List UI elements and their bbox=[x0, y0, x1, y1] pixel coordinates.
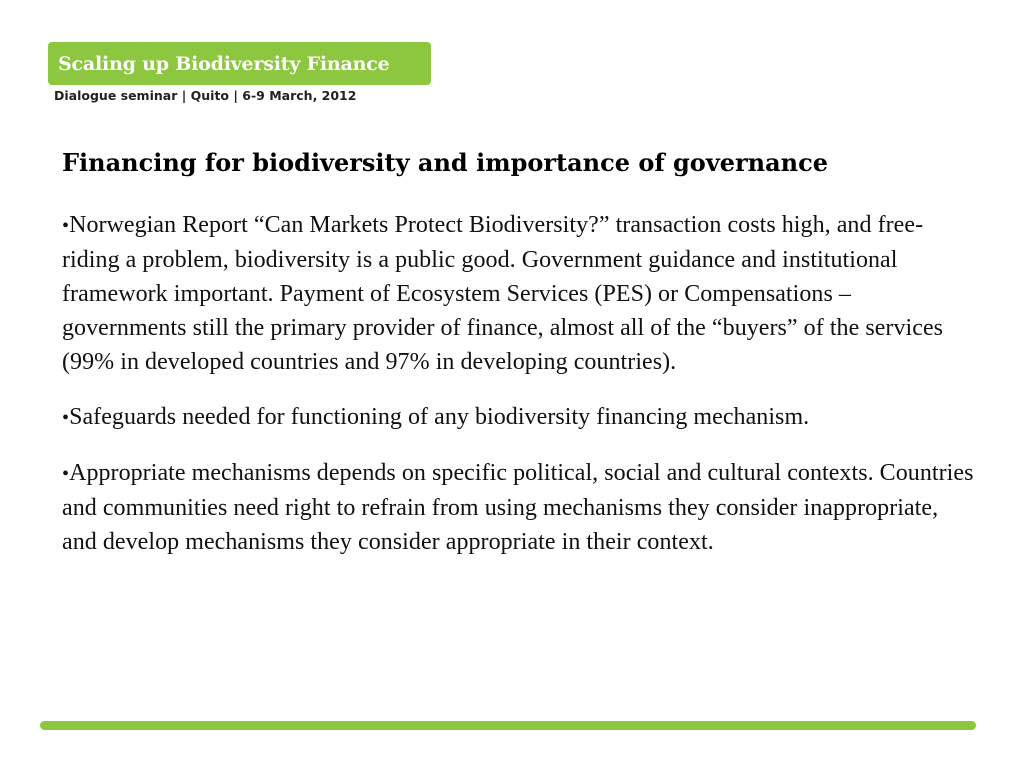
bullet-text: Safeguards needed for functioning of any biodiversity financing mechanism. bbox=[69, 404, 810, 430]
bullet-marker: • bbox=[62, 463, 70, 485]
header-subtitle: Dialogue seminar | Quito | 6-9 March, 2012 bbox=[54, 88, 357, 103]
slide-title: Financing for biodiversity and importance of governance bbox=[62, 148, 829, 177]
bullet-text: Norwegian Report “Can Markets Protect Biodiversity?” transaction costs high, and free-riding a problem, biodiversity is a public good. Government guidance and institutional framework important. Payment of Ecosystem Services (PES) or Compensations – governments still the primary provider of finance, almost all of the “buyers” of the services (99% in developed countries and 97% in developing countries). bbox=[62, 212, 944, 375]
header-title: Scaling up Biodiversity Finance bbox=[58, 52, 390, 75]
bullet-text: Appropriate mechanisms depends on specific political, social and cultural contexts. Countries and communities need right to refrain from using mechanisms they consider inappropriate, and develop mechanisms they consider appropriate in their context. bbox=[62, 460, 974, 555]
bullet-marker: • bbox=[62, 215, 70, 237]
header-banner bbox=[48, 42, 431, 85]
bullet-item bbox=[62, 208, 974, 379]
bullet-list bbox=[62, 208, 974, 580]
bullet-marker: • bbox=[62, 407, 70, 429]
footer-bar bbox=[40, 721, 976, 730]
bullet-item bbox=[62, 456, 974, 559]
bullet-item bbox=[62, 400, 974, 435]
